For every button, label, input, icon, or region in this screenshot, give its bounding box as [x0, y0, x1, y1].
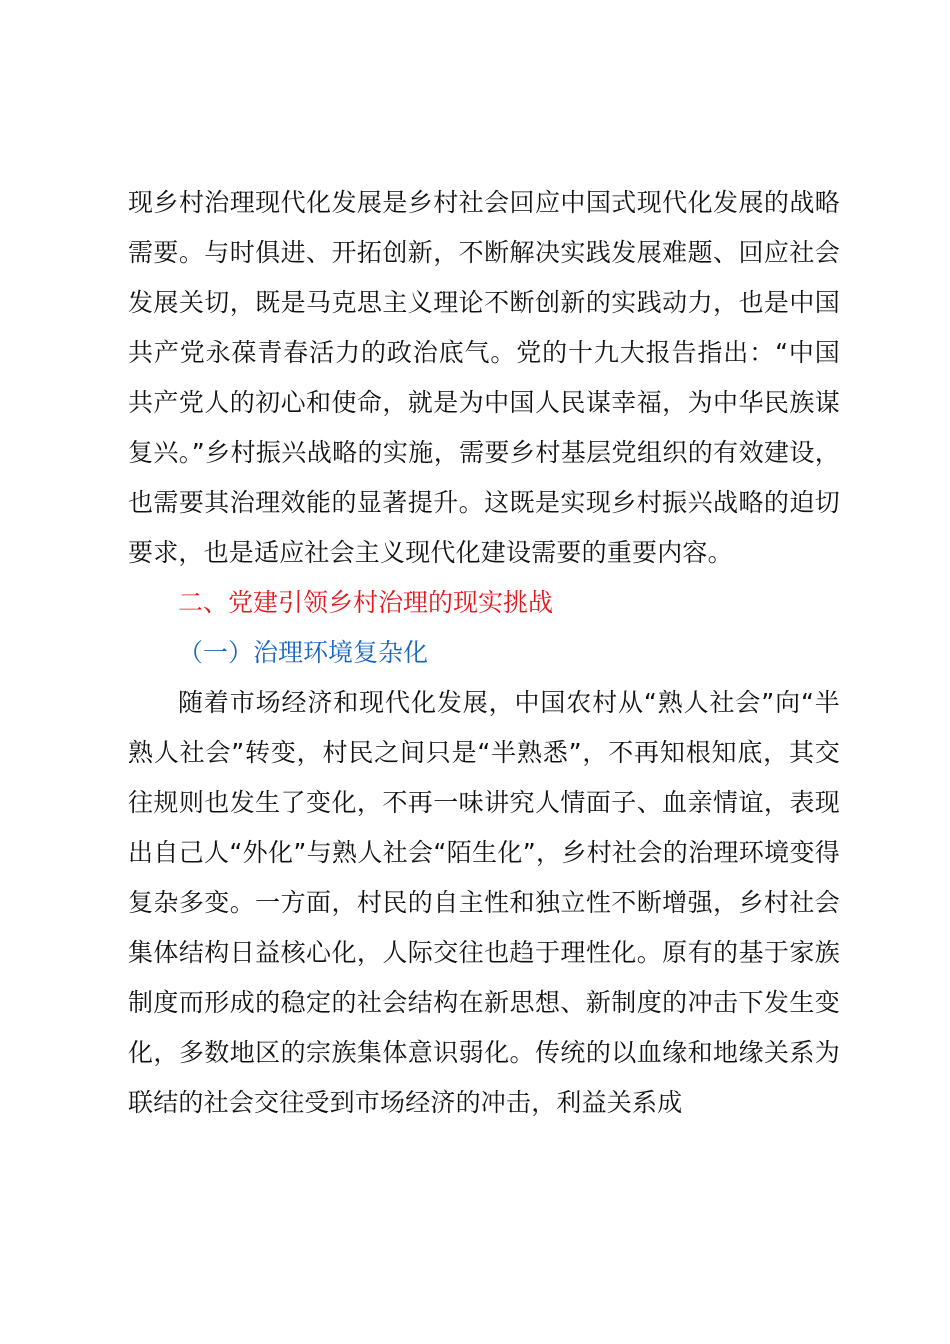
section-heading: 二、党建引领乡村治理的现实挑战: [178, 588, 554, 617]
subsection-heading: （一）治理环境复杂化: [178, 638, 429, 667]
body-paragraph-continued: 现乡村治理现代化发展是乡村社会回应中国式现代化发展的战略需要。与时俱进、开拓创新，不断解决实践发展难题、回应社会发展关切，既是马克思主义理论不断创新的实践动力，也是中国共产党永葆青春活力的政治底气。党的十九大报告指出：“中国共产党人的初心和使命，就是为中国人民谋幸福，为中华民族谋复兴。”乡村振兴战略的实施，需要乡村基层党组织的有效建设，也需要其治理效能的显著提升。这既是实现乡村振兴战略的迫切要求，也是适应社会主义现代化建设需要的重要内容。: [128, 188, 840, 567]
body-paragraph: 随着市场经济和现代化发展，中国农村从“熟人社会”向“半熟人社会”转变，村民之间只是“半熟悉”，不再知根知底，其交往规则也发生了变化，不再一味讲究人情面子、血亲情谊，表现出自己人“外化”与熟人社会“陌生化”，乡村社会的治理环境变得复杂多变。一方面，村民的自主性和独立性不断增强，乡村社会集体结构日益核心化，人际交往也趋于理性化。原有的基于家族制度而形成的稳定的社会结构在新思想、新制度的冲击下发生变化，多数地区的宗族集体意识弱化。传统的以血缘和地缘关系为联结的社会交往受到市场经济的冲击，利益关系成: [128, 688, 840, 1117]
document-body: [128, 178, 840, 1128]
